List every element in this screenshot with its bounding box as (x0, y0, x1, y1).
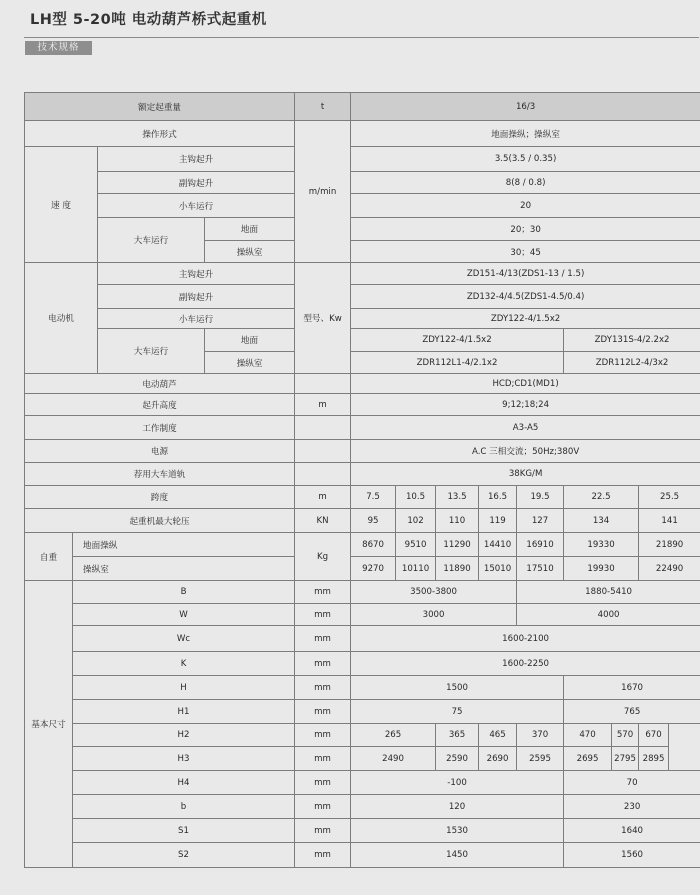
wheel-load-value: 95 (351, 509, 396, 533)
power-unit (295, 440, 351, 463)
capacity-unit: t (295, 93, 351, 121)
dim-H2-value: 470 (564, 724, 612, 747)
table-row (25, 795, 700, 819)
dim-H1-label: H1 (73, 700, 295, 724)
table-row (25, 700, 700, 724)
table-row (25, 463, 700, 486)
motor-ground-value-a: ZDY122-4/1.5x2 (351, 329, 564, 352)
capacity-label: 额定起重量 (25, 93, 295, 121)
table-row (25, 394, 700, 416)
operation-value: 地面操纵；操纵室 (351, 121, 700, 147)
electric-hoist-unit (295, 374, 351, 394)
span-unit: m (295, 486, 351, 509)
wheel-load-label: 起重机最大轮压 (25, 509, 295, 533)
title-divider (24, 37, 699, 38)
dim-Wc-label: Wc (73, 626, 295, 652)
weight-ground-value: 16910 (517, 533, 564, 557)
weight-label: 自重 (25, 533, 73, 581)
table-row (25, 509, 700, 533)
dim-H4-b: 70 (564, 771, 700, 795)
dim-H3-value: 2795 (612, 747, 639, 771)
wheel-load-value: 141 (639, 509, 700, 533)
weight-cab-value: 19930 (564, 557, 639, 581)
dim-H3-label: H3 (73, 747, 295, 771)
dims-label: 基本尺寸 (25, 581, 73, 868)
dim-W-b: 4000 (517, 604, 700, 626)
table-row (25, 147, 700, 172)
dim-W-label: W (73, 604, 295, 626)
weight-ground-value: 21890 (639, 533, 700, 557)
power-label: 电源 (25, 440, 295, 463)
dim-unit: mm (295, 819, 351, 843)
lift-height-label: 起升高度 (25, 394, 295, 416)
rail-value: 38KG/M (351, 463, 700, 486)
dim-unit: mm (295, 843, 351, 868)
weight-cab-value: 15010 (479, 557, 517, 581)
dim-unit: mm (295, 581, 351, 604)
dim-unit: mm (295, 747, 351, 771)
electric-hoist-label: 电动葫芦 (25, 374, 295, 394)
motor-ground-value-b: ZDY131S-4/2.2x2 (564, 329, 700, 352)
dim-S1-label: S1 (73, 819, 295, 843)
table-row (25, 194, 700, 218)
motor-ground-label: 地面 (205, 329, 295, 352)
table-row (25, 218, 700, 241)
table-row (25, 604, 700, 626)
lift-height-value: 9;12;18;24 (351, 394, 700, 416)
motor-trolley-label: 小车运行 (98, 309, 295, 329)
page-title: LH型 5-20吨 电动葫芦桥式起重机 (30, 12, 267, 28)
duty-unit (295, 416, 351, 440)
dim-H2-value: 570 (612, 724, 639, 747)
weight-ground-value: 8670 (351, 533, 396, 557)
wheel-load-value: 119 (479, 509, 517, 533)
dim-S2-b: 1560 (564, 843, 700, 868)
rail-unit (295, 463, 351, 486)
wheel-load-value: 102 (396, 509, 436, 533)
speed-unit: m/min (295, 121, 351, 263)
table-row (25, 263, 700, 285)
weight-unit: Kg (295, 533, 351, 581)
motor-cab-value-b: ZDR112L2-4/3x2 (564, 352, 700, 374)
table-row (25, 771, 700, 795)
speed-main-hoist-label: 主钩起升 (98, 147, 295, 172)
dim-H3-value: 2895 (639, 747, 669, 771)
wheel-load-value: 110 (436, 509, 479, 533)
dim-H4-label: H4 (73, 771, 295, 795)
dim-unit: mm (295, 700, 351, 724)
table-row (25, 581, 700, 604)
speed-label: 速 度 (25, 147, 98, 263)
capacity-value: 16/3 (351, 93, 700, 121)
dim-unit: mm (295, 795, 351, 819)
table-row (25, 329, 700, 352)
table-row (25, 533, 700, 557)
spec-table (24, 92, 700, 868)
section-badge: 技术规格 (25, 41, 92, 55)
table-row (25, 121, 700, 147)
speed-aux-hoist-value: 8(8 / 0.8) (351, 172, 700, 194)
dim-H2-value: 365 (436, 724, 479, 747)
dim-H2-value: 670 (639, 724, 669, 747)
wheel-load-unit: KN (295, 509, 351, 533)
dim-H1-a: 75 (351, 700, 564, 724)
speed-main-hoist-value: 3.5(3.5 / 0.35) (351, 147, 700, 172)
span-value: 13.5 (436, 486, 479, 509)
dim-K-label: K (73, 652, 295, 676)
wheel-load-value: 134 (564, 509, 639, 533)
motor-cab-label: 操纵室 (205, 352, 295, 374)
weight-ground-label: 地面操纵 (73, 533, 295, 557)
dim-H2-value: 370 (517, 724, 564, 747)
span-value: 22.5 (564, 486, 639, 509)
table-row (25, 843, 700, 868)
table-row (25, 557, 700, 581)
dim-H3-value: 2690 (479, 747, 517, 771)
table-row (25, 724, 700, 747)
motor-main-hoist-value: ZD151-4/13(ZDS1-13 / 1.5) (351, 263, 700, 285)
duty-label: 工作制度 (25, 416, 295, 440)
span-value: 7.5 (351, 486, 396, 509)
dim-H2-label: H2 (73, 724, 295, 747)
motor-unit: 型号、Kw (295, 263, 351, 374)
speed-ground-label: 地面 (205, 218, 295, 241)
speed-cab-label: 操纵室 (205, 241, 295, 263)
span-value: 16.5 (479, 486, 517, 509)
dim-B-b: 1880-5410 (517, 581, 700, 604)
motor-aux-hoist-value: ZD132-4/4.5(ZDS1-4.5/0.4) (351, 285, 700, 309)
duty-value: A3-A5 (351, 416, 700, 440)
speed-cab-value: 30；45 (351, 241, 700, 263)
dim-b-a: 120 (351, 795, 564, 819)
weight-cab-value: 22490 (639, 557, 700, 581)
weight-ground-value: 9510 (396, 533, 436, 557)
table-row (25, 747, 700, 771)
speed-trolley-label: 小车运行 (98, 194, 295, 218)
rail-label: 荐用大车道轨 (25, 463, 295, 486)
weight-cab-value: 17510 (517, 557, 564, 581)
dim-unit: mm (295, 676, 351, 700)
dim-B-label: B (73, 581, 295, 604)
power-value: A.C 三相交流；50Hz;380V (351, 440, 700, 463)
table-row (25, 285, 700, 309)
table-row (25, 374, 700, 394)
dim-H2-value: 265 (351, 724, 436, 747)
dim-S1-a: 1530 (351, 819, 564, 843)
dim-unit: mm (295, 771, 351, 795)
table-row (25, 172, 700, 194)
motor-main-hoist-label: 主钩起升 (98, 263, 295, 285)
dim-H-label: H (73, 676, 295, 700)
table-row (25, 819, 700, 843)
dim-H1-b: 765 (564, 700, 700, 724)
dim-W-a: 3000 (351, 604, 517, 626)
span-value: 19.5 (517, 486, 564, 509)
table-row (25, 652, 700, 676)
span-value: 25.5 (639, 486, 700, 509)
dim-H-a: 1500 (351, 676, 564, 700)
span-label: 跨度 (25, 486, 295, 509)
speed-aux-hoist-label: 副钩起升 (98, 172, 295, 194)
dim-S2-a: 1450 (351, 843, 564, 868)
motor-trolley-value: ZDY122-4/1.5x2 (351, 309, 700, 329)
operation-label: 操作形式 (25, 121, 295, 147)
dim-b-label: b (73, 795, 295, 819)
wheel-load-value: 127 (517, 509, 564, 533)
dim-H3-value: 2595 (517, 747, 564, 771)
dim-unit: mm (295, 724, 351, 747)
electric-hoist-value: HCD;CD1(MD1) (351, 374, 700, 394)
weight-cab-value: 11890 (436, 557, 479, 581)
table-row (25, 486, 700, 509)
motor-label: 电动机 (25, 263, 98, 374)
motor-aux-hoist-label: 副钩起升 (98, 285, 295, 309)
weight-cab-value: 9270 (351, 557, 396, 581)
table-row (25, 93, 700, 121)
dim-Wc-value: 1600-2100 (351, 626, 700, 652)
dim-unit: mm (295, 626, 351, 652)
dim-H3-value: 2695 (564, 747, 612, 771)
motor-crane-travel-label: 大车运行 (98, 329, 205, 374)
dim-B-a: 3500-3800 (351, 581, 517, 604)
speed-ground-value: 20；30 (351, 218, 700, 241)
lift-height-unit: m (295, 394, 351, 416)
dim-unit: mm (295, 604, 351, 626)
table-row (25, 309, 700, 329)
speed-crane-travel-label: 大车运行 (98, 218, 205, 263)
dim-K-value: 1600-2250 (351, 652, 700, 676)
table-row (25, 626, 700, 652)
weight-cab-label: 操纵室 (73, 557, 295, 581)
weight-ground-value: 19330 (564, 533, 639, 557)
weight-cab-value: 10110 (396, 557, 436, 581)
dim-S2-label: S2 (73, 843, 295, 868)
speed-trolley-value: 20 (351, 194, 700, 218)
table-row (25, 416, 700, 440)
table-row (25, 440, 700, 463)
dim-H3-value: 2590 (436, 747, 479, 771)
weight-ground-value: 14410 (479, 533, 517, 557)
dim-b-b: 230 (564, 795, 700, 819)
dim-S1-b: 1640 (564, 819, 700, 843)
dim-H3-value: 2490 (351, 747, 436, 771)
weight-ground-value: 11290 (436, 533, 479, 557)
table-row (25, 676, 700, 700)
dim-H4-a: -100 (351, 771, 564, 795)
span-value: 10.5 (396, 486, 436, 509)
dim-unit: mm (295, 652, 351, 676)
dim-H2-value: 465 (479, 724, 517, 747)
dim-H-b: 1670 (564, 676, 700, 700)
motor-cab-value-a: ZDR112L1-4/2.1x2 (351, 352, 564, 374)
